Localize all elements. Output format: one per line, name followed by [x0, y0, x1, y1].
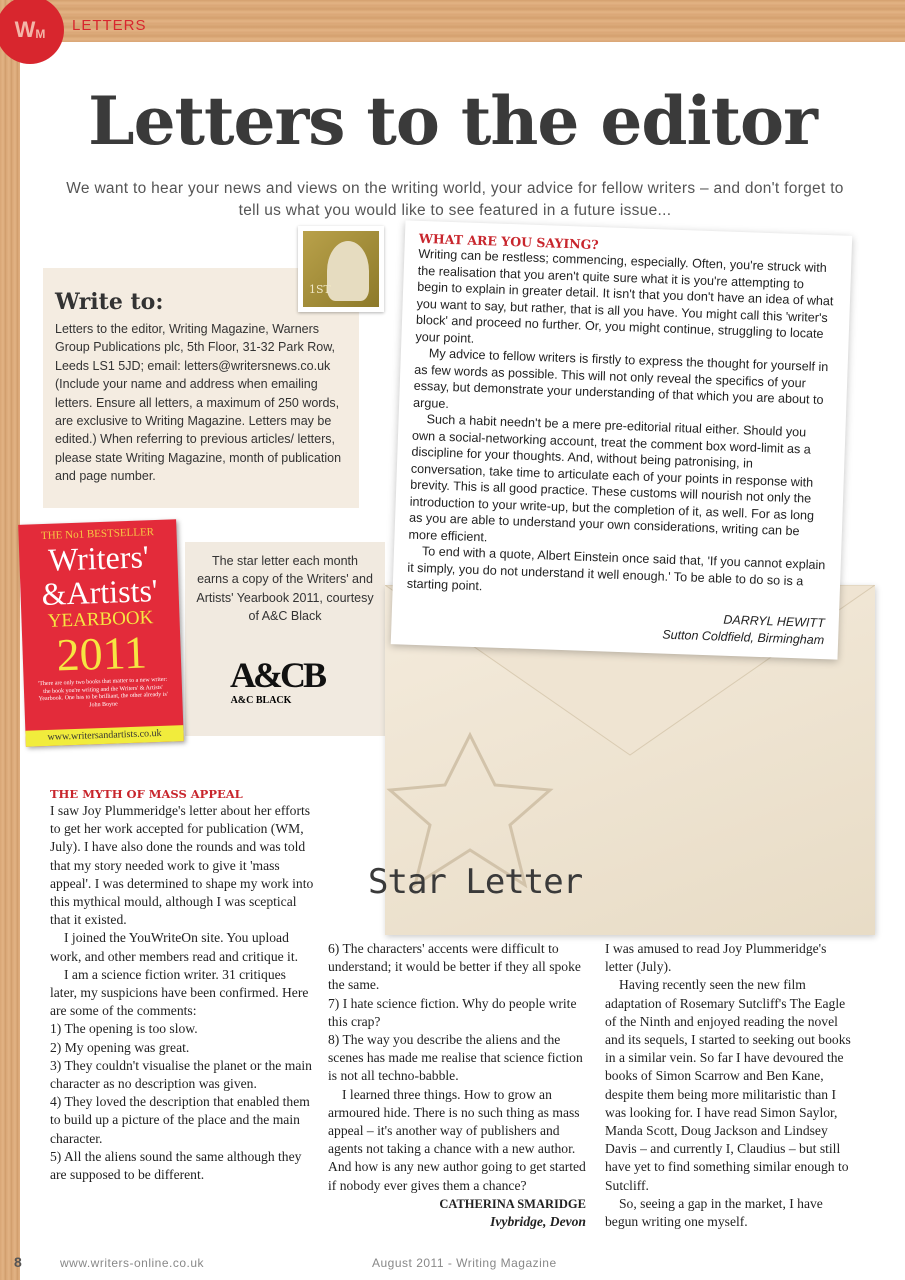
wm-logo — [0, 0, 64, 64]
yearbook-cover — [18, 519, 184, 746]
book-title-1: Writers' — [47, 538, 150, 578]
subtitle: We want to hear your news and views on the writing world, your advice for fellow writers – and don't forget to tell us what you would like to see featured in a future issue... — [66, 180, 844, 219]
page-title: Letters to the editor — [88, 82, 817, 160]
list-item: 3) They couldn't visualise the planet or the main character as no description was given. — [50, 1057, 312, 1092]
write-to-body: Letters to the editor, Writing Magazine, Warners Group Publications plc, 5th Floor, 31-32 Park Row, Leeds LS1 5JD; email: letters@writersnews.co.uk (Include your name and address when emailing letters. Ensure all letters, a maximum of 250 words, are exclusive to Writing Magazine. Letters may be edited.) When referring to previous articles/ letters, please state Writing Magazine, month of publication and page number. — [55, 322, 342, 484]
paragraph: Having recently seen the new film adaptation of Rosemary Sutcliff's The Eagle of the Ninth and enjoyed reading the novel and its sequels, I started to seeking out books in a similar vein. So far I have devoured the books of Simon Scarrow and Ben Kane, despite them being more militaristic than I was looking for. I have read Simon Saylor, Manda Scott, Doug Jackson and Lindsey Davis – and currently I, Claudius – but still have yet to find something similar enough to Sutcliff. — [605, 977, 851, 1193]
author-name: DARRYL HEWITT — [723, 612, 825, 630]
ac-black-logo-name: A&C BLACK — [230, 695, 292, 706]
wood-border-left — [0, 0, 23, 1280]
footer-issue: August 2011 - Writing Magazine — [372, 1256, 557, 1270]
list-item: 8) The way you describe the aliens and the scenes has made me realise that science fiction is not all techno-babble. — [328, 1032, 583, 1084]
paragraph: Writing can be restless; commencing, especially. Often, you're struck with the realisation that you aren't quite sure what it is you're attempting to begin to explain in greater detail. It isn't that you don't have an idea of what you want to say, but rather, that is all you have. You might call this 'writer's block' and proceed no further. Or, you might continue, struggling to locate your point. — [415, 246, 834, 346]
page-number: 8 — [14, 1254, 23, 1270]
stamp-image — [298, 226, 384, 312]
author-name: CATHERINA SMARIDGE — [439, 1196, 586, 1211]
star-letter-label: Star Letter — [368, 862, 583, 902]
letter-column-2 — [328, 940, 586, 1231]
paragraph: So, seeing a gap in the market, I have begun writing one myself. — [605, 1195, 823, 1230]
letter-column-3 — [605, 940, 857, 1231]
stamp-label: 1ST — [309, 283, 331, 296]
list-item: 1) The opening is too slow. — [50, 1021, 198, 1037]
list-item: 7) I hate science fiction. Why do people write this crap? — [328, 995, 577, 1029]
book-year: 2011 — [55, 626, 148, 681]
star-letter-card — [391, 220, 853, 659]
list-item: 6) The characters' accents were difficult to understand; it would be better if they all spoke the same. — [328, 941, 581, 993]
book-title-3: YEARBOOK — [47, 607, 154, 632]
paragraph: To end with a quote, Albert Einstein once said that, 'If you cannot explain it simply, you do not understand it well enough.' To be able to do so is a starting point. — [406, 544, 826, 594]
book-quote: 'There are only two books that matter to a new writer: the book you're writing and the Writers' & Artists' Yearbook. One has to be brilliant, the other already is' John Boyne — [38, 676, 168, 708]
paragraph: I joined the YouWriteOn site. You upload work, and other members read and critique it. — [50, 930, 298, 964]
logo-text: W — [14, 17, 36, 42]
list-item: 4) They loved the description that enabled them to build up a picture of the place and the main character. — [50, 1094, 310, 1146]
paragraph: Such a habit needn't be a mere pre-editorial ritual either. Should you own a social-networking account, treat the comment box word-limit as a discipline for your thoughts. And, without being patronising, in conversation, take time to articulate each of your points in response with brevity. This is all good practice. These customs will nourish not only the introduction to your write-up, but the completion of it, as well. For as long as you are able to understand your own considerations, writing can be more efficient. — [408, 412, 815, 544]
paragraph: I learned three things. How to grow an armoured hide. There is no such thing as mass appeal – it's another way of publishers and agents not taking a chance with a new author. And how is any new author going to get started if nobody ever gives them a chance? — [328, 1086, 586, 1193]
ac-black-logo-glyph: A&CB — [230, 655, 324, 695]
promo-text: The star letter each month earns a copy of the Writers' and Artists' Yearbook 2011, courtesy of A&C Black — [196, 554, 374, 624]
write-to-heading: Write to: — [55, 289, 164, 315]
list-item: 5) All the aliens sound the same although they are supposed to be different. — [50, 1148, 302, 1183]
author-location: Sutton Coldfield, Birmingham — [662, 627, 825, 647]
logo-text-sub: M — [35, 27, 46, 41]
list-item: 2) My opening was great. — [50, 1039, 190, 1055]
paragraph: I am a science fiction writer. 31 critiques later, my suspicions have been confirmed. Here are some of the comments: — [50, 966, 309, 1019]
book-tagline: THE No1 BESTSELLER — [40, 526, 155, 543]
star-letter-heading: WHAT ARE YOU SAYING? — [418, 230, 599, 253]
author-location: Ivybridge, Devon — [490, 1214, 586, 1230]
queen-head-icon — [327, 241, 369, 301]
letter-heading: THE MYTH OF MASS APPEAL — [50, 787, 243, 801]
section-label: LETTERS — [72, 17, 147, 34]
paragraph: My advice to fellow writers is firstly to express the thought for yourself in as few words as possible. This will not only reveal the specifics of your essay, but demonstrate your understanding of that which you are about to argue. — [412, 346, 829, 411]
footer-url: www.writers-online.co.uk — [60, 1256, 205, 1270]
book-title-2: &Artists' — [40, 572, 159, 613]
paragraph: I saw Joy Plummeridge's letter about her efforts to get her work accepted for publication (WM, July). I have also done the rounds and was told that my story needed work to give it 'mass appeal'. I was determined to shape my work into this mythical mould, although I was sceptical that it existed. — [50, 803, 314, 928]
book-url: www.writersandartists.co.uk — [25, 725, 183, 747]
letter-column-1 — [50, 786, 314, 1184]
paragraph: I was amused to read Joy Plummeridge's letter (July). — [605, 941, 827, 975]
ac-black-logo — [230, 655, 324, 727]
